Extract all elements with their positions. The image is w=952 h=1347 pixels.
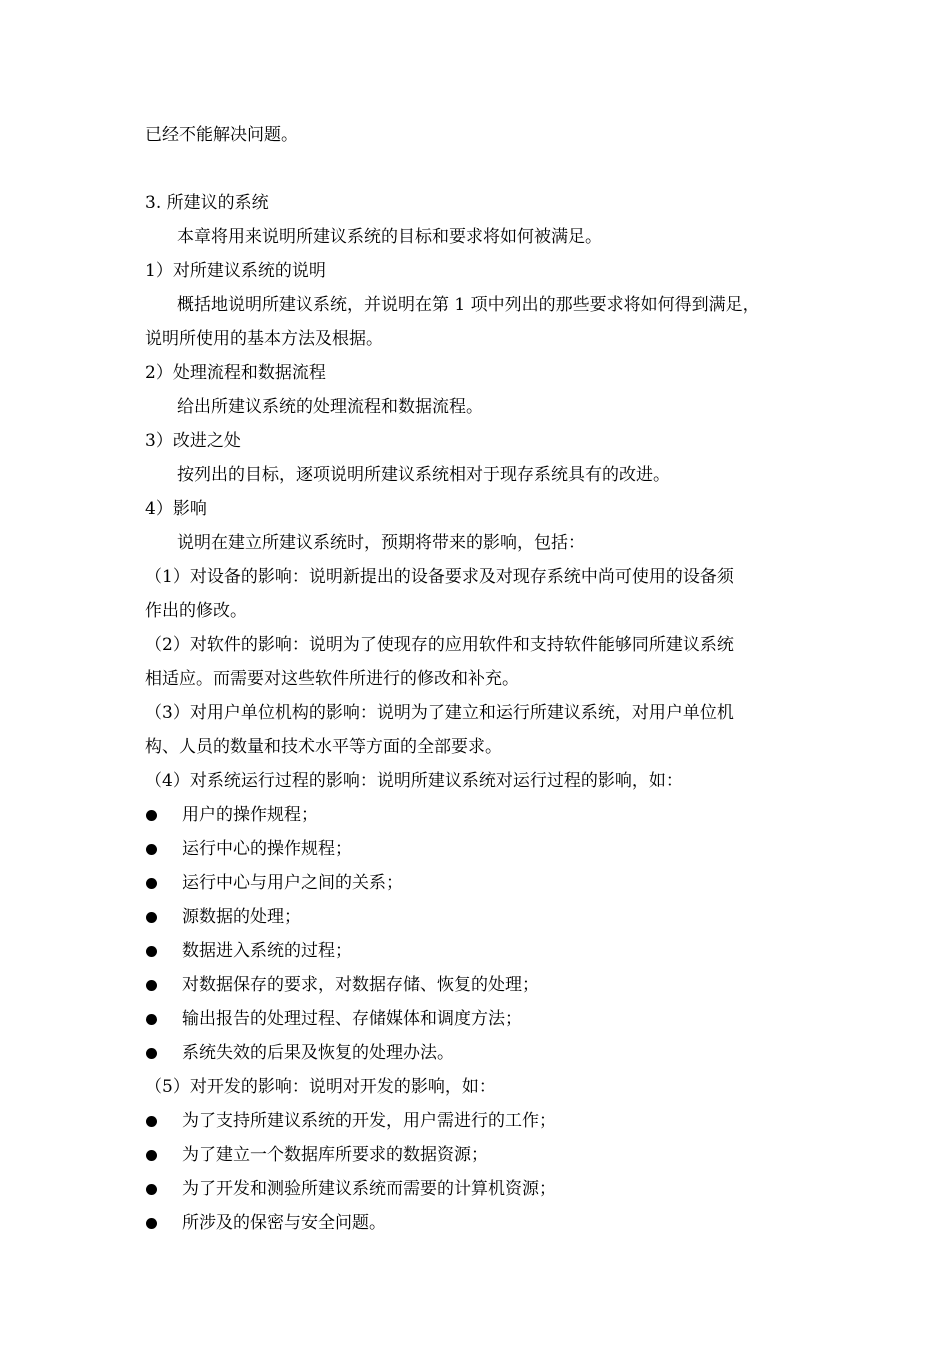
list-item-text: 所涉及的保密与安全问题。: [182, 1213, 386, 1233]
item-3-title: 3）改进之处: [145, 431, 241, 451]
document-body: [145, 118, 810, 1240]
impact-5: （5）对开发的影响：说明对开发的影响，如：: [145, 1077, 496, 1097]
section-title: 3. 所建议的系统: [145, 193, 269, 213]
list-item-text: 运行中心与用户之间的关系；: [182, 873, 403, 893]
item-2-title: 2）处理流程和数据流程: [145, 363, 326, 383]
list-item-text: 数据进入系统的过程；: [182, 941, 352, 961]
list-item: [145, 798, 810, 832]
bullet-icon: [146, 1048, 157, 1059]
spacer: [145, 152, 810, 186]
bullet-icon: [146, 946, 157, 957]
impact-3: （3）对用户单位机构的影响：说明为了建立和运行所建议系统，对用户单位机: [145, 703, 734, 723]
impact-5-list: [145, 1104, 810, 1240]
bullet-icon: [146, 980, 157, 991]
list-item: [145, 1206, 810, 1240]
bullet-icon: [146, 878, 157, 889]
section-intro: 本章将用来说明所建议系统的目标和要求将如何被满足。: [177, 227, 602, 247]
item-1-text-cont: 说明所使用的基本方法及根据。: [145, 329, 383, 349]
list-item: [145, 1138, 810, 1172]
bullet-icon: [146, 1218, 157, 1229]
list-item: [145, 1002, 810, 1036]
list-item: [145, 1104, 810, 1138]
impact-4-list: [145, 798, 810, 1070]
list-item-text: 源数据的处理；: [182, 907, 301, 927]
impact-3-cont: 构、人员的数量和技术水平等方面的全部要求。: [145, 737, 502, 757]
item-1-text: 概括地说明所建议系统，并说明在第 1 项中列出的那些要求将如何得到满足，: [177, 295, 760, 315]
bullet-icon: [146, 1150, 157, 1161]
impact-1: （1）对设备的影响：说明新提出的设备要求及对现存系统中尚可使用的设备须: [145, 567, 734, 587]
list-item-text: 为了建立一个数据库所要求的数据资源；: [182, 1145, 488, 1165]
list-item-text: 对数据保存的要求，对数据存储、恢复的处理；: [182, 975, 539, 995]
impact-1-cont: 作出的修改。: [145, 601, 247, 621]
list-item-text: 为了支持所建议系统的开发，用户需进行的工作；: [182, 1111, 556, 1131]
list-item: [145, 832, 810, 866]
bullet-icon: [146, 844, 157, 855]
bullet-icon: [146, 912, 157, 923]
paragraph-continuation: 已经不能解决问题。: [145, 125, 298, 145]
list-item-text: 运行中心的操作规程；: [182, 839, 352, 859]
list-item-text: 系统失效的后果及恢复的处理办法。: [182, 1043, 454, 1063]
bullet-icon: [146, 1014, 157, 1025]
item-4-text: 说明在建立所建议系统时，预期将带来的影响，包括：: [177, 533, 585, 553]
impact-2: （2）对软件的影响：说明为了使现存的应用软件和支持软件能够同所建议系统: [145, 635, 734, 655]
bullet-icon: [146, 1184, 157, 1195]
item-4-title: 4）影响: [145, 499, 207, 519]
impact-2-cont: 相适应。而需要对这些软件所进行的修改和补充。: [145, 669, 519, 689]
item-2-text: 给出所建议系统的处理流程和数据流程。: [177, 397, 483, 417]
list-item: [145, 900, 810, 934]
list-item-text: 为了开发和测验所建议系统而需要的计算机资源；: [182, 1179, 556, 1199]
bullet-icon: [146, 810, 157, 821]
list-item: [145, 1172, 810, 1206]
item-3-text: 按列出的目标，逐项说明所建议系统相对于现存系统具有的改进。: [177, 465, 670, 485]
list-item-text: 输出报告的处理过程、存储媒体和调度方法；: [182, 1009, 522, 1029]
bullet-icon: [146, 1116, 157, 1127]
impact-4: （4）对系统运行过程的影响：说明所建议系统对运行过程的影响，如：: [145, 771, 683, 791]
list-item: [145, 934, 810, 968]
item-1-title: 1）对所建议系统的说明: [145, 261, 326, 281]
list-item-text: 用户的操作规程；: [182, 805, 318, 825]
list-item: [145, 866, 810, 900]
list-item: [145, 1036, 810, 1070]
list-item: [145, 968, 810, 1002]
